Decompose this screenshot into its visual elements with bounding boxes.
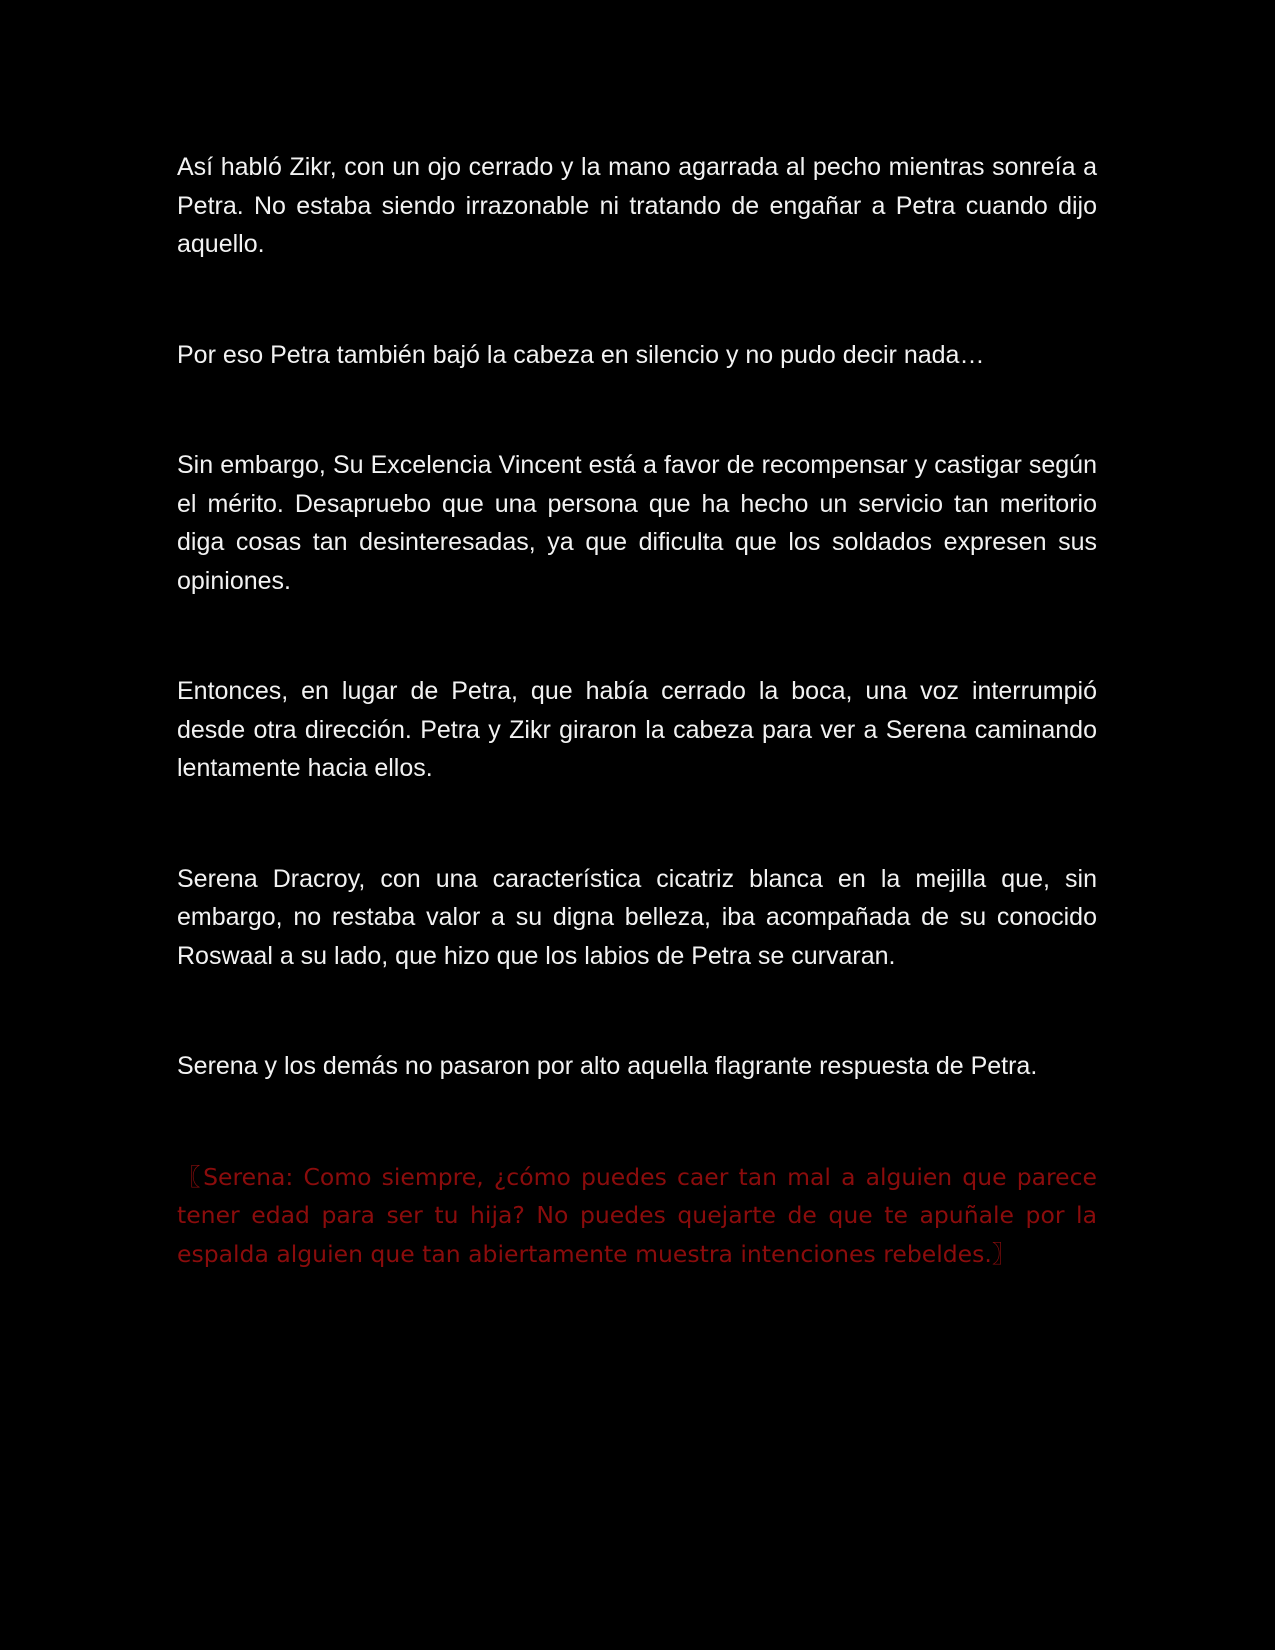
paragraph-5: Serena Dracroy, con una característica cicatriz blanca en la mejilla que, sin embargo, no restaba valor a su digna belleza, iba acompañada de su conocido Roswaal a su lado, que hizo que los labios de Petra se curvaran.	[177, 864, 1097, 970]
paragraph-1: Así habló Zikr, con un ojo cerrado y la mano agarrada al pecho mientras sonreía a Petra. No estaba siendo irrazonable ni tratando de engañar a Petra cuando dijo aquello.	[177, 153, 1097, 258]
paragraph-2: Por eso Petra también bajó la cabeza en silencio y no pudo decir nada…	[177, 340, 985, 369]
paragraph-6: Serena y los demás no pasaron por alto aquella flagrante respuesta de Petra.	[177, 1052, 1038, 1080]
paragraph-4: Entonces, en lugar de Petra, que había cerrado la boca, una voz interrumpió desde otra dirección. Petra y Zikr giraron la cabeza para ver a Serena caminando lentamente hacia ellos.	[177, 677, 1097, 782]
text-body	[177, 148, 1097, 1345]
paragraph-3: Sin embargo, Su Excelencia Vincent está a favor de recompensar y castigar según el mérito. Desapruebo que una persona que ha hecho un servicio tan meritorio diga cosas tan desinteresadas, ya que dificulta que los soldados expresen sus opiniones.	[177, 451, 1097, 595]
dialogue-serena: 〖Serena: Como siempre, ¿cómo puedes caer tan mal a alguien que parece tener edad para ser tu hija? No puedes quejarte de que te apuñale por la espalda alguien que tan abiertamente muestra intenciones rebeldes.〗	[177, 1162, 1097, 1268]
